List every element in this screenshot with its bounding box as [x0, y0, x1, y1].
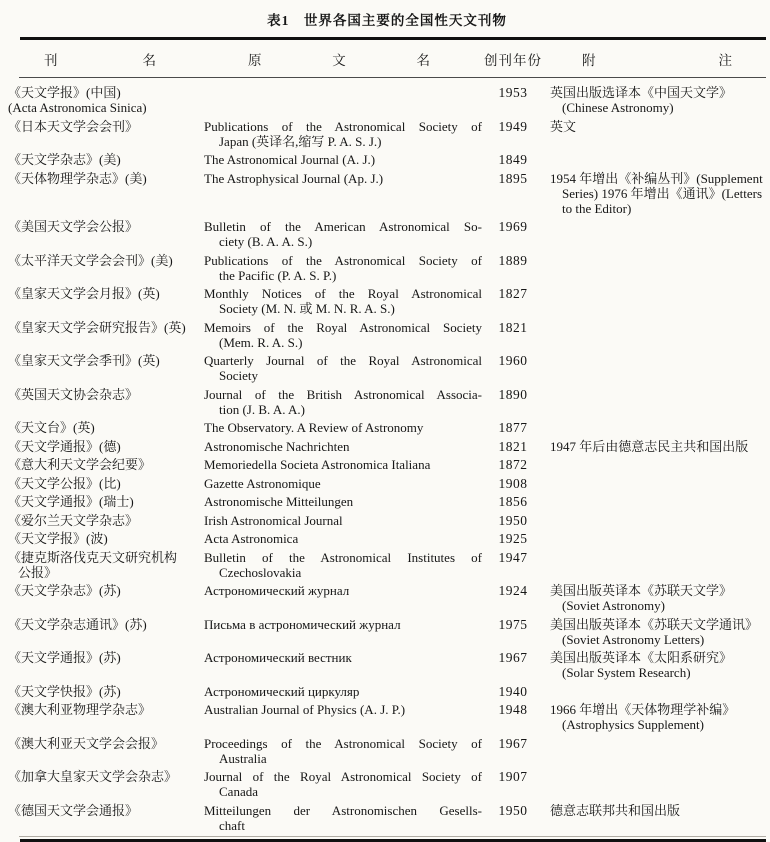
- cell-founding-year: 1890: [498, 386, 528, 402]
- cell-original-name: [204, 494, 484, 509]
- cell-note: [542, 583, 766, 613]
- table-body: [8, 78, 766, 833]
- text-line: 《意大利天文学会纪要》: [8, 457, 152, 472]
- cell-journal-name: [8, 476, 204, 491]
- text-line: Astronomische Nachrichten: [204, 438, 350, 454]
- cell-founding-year: 1967: [498, 735, 528, 751]
- text-line: tion (J. B. A. A.): [219, 401, 305, 417]
- cell-founding-year: 1877: [498, 420, 528, 435]
- text-line: Australian Journal of Physics (A. J. P.): [204, 702, 406, 717]
- cell-original-name: [204, 253, 484, 283]
- table-row: [8, 736, 766, 766]
- header-char: 文: [332, 53, 346, 68]
- cell-journal-name: [8, 457, 204, 472]
- text-line: Society (M. N. 或 M. N. R. A. S.): [219, 301, 395, 316]
- cell-journal-name: [8, 550, 204, 580]
- header-journal-name: [8, 49, 204, 69]
- cell-original-name: [204, 513, 484, 528]
- cell-note: [542, 617, 766, 647]
- table-row: [8, 171, 766, 216]
- text-line: Memoirs of the Royal Astronomical Society: [204, 319, 482, 335]
- table-row: [8, 457, 766, 472]
- table-row: [8, 684, 766, 699]
- text-line: Monthly Notices of the Royal Astronomical: [204, 286, 482, 301]
- cell-original-name: [204, 736, 484, 766]
- text-line: 《天文学通报》(瑞士): [8, 494, 134, 509]
- text-line: 《太平洋天文学会会刊》(美): [8, 252, 173, 268]
- cell-journal-name: [8, 803, 204, 818]
- cell-journal-name: [8, 286, 204, 301]
- text-line: 《天文学快报》(苏): [8, 683, 121, 699]
- text-line: Mitteilungen der Astronomischen Gesells-: [204, 802, 482, 818]
- cell-journal-name: [8, 253, 204, 268]
- text-line: 《美国天文学会公报》: [8, 219, 139, 234]
- table-row: [8, 494, 766, 509]
- text-line: (Soviet Astronomy Letters): [562, 631, 705, 647]
- text-line: Publications of the Astronomical Society of: [204, 118, 482, 134]
- cell-founding-year: 1947: [498, 549, 528, 565]
- cell-journal-name: [8, 420, 204, 435]
- table-row: [8, 513, 766, 528]
- cell-original-name: [204, 531, 484, 546]
- text-line: 《天文学报》(波): [8, 531, 108, 546]
- text-line: 《皇家天文学会季刊》(英): [8, 353, 160, 368]
- table-row: [8, 583, 766, 613]
- text-line: Irish Astronomical Journal: [204, 512, 343, 528]
- text-line: 《皇家天文学会研究报告》(英): [8, 319, 186, 335]
- cell-founding-year: 1948: [498, 702, 528, 717]
- table-row: [8, 531, 766, 546]
- cell-original-name: [204, 119, 484, 149]
- cell-note: [542, 702, 766, 732]
- cell-founding-year: 1907: [498, 769, 528, 784]
- text-line: 德意志联邦共和国出版: [550, 802, 681, 818]
- table-bottom-rule: [8, 836, 766, 842]
- text-line: 《天体物理学杂志》(美): [8, 170, 147, 186]
- cell-founding-year: 1925: [498, 531, 528, 546]
- text-line: Australia: [219, 750, 267, 766]
- text-line: 1947 年后由德意志民主共和国出版: [550, 438, 749, 454]
- text-line: 英国出版选译本《中国天文学》: [550, 85, 733, 100]
- cell-journal-name: [8, 736, 204, 751]
- text-line: Japan (英译名,缩写 P. A. S. J.): [219, 133, 382, 149]
- cell-founding-year: 1949: [498, 118, 528, 134]
- cell-original-name: [204, 286, 484, 316]
- cell-original-name: [204, 457, 484, 472]
- table-row: [8, 769, 766, 799]
- cell-journal-name: [8, 531, 204, 546]
- text-line: 美国出版英译本《苏联天文学》: [550, 583, 733, 598]
- text-line: 美国出版英译本《苏联天文学通讯》: [550, 616, 759, 632]
- cell-founding-year: 1953: [498, 85, 528, 100]
- text-line: 英文: [550, 118, 577, 134]
- cell-original-name: [204, 219, 484, 249]
- text-line: (Chinese Astronomy): [562, 100, 674, 115]
- cell-journal-name: [8, 439, 204, 454]
- table-row: [8, 85, 766, 115]
- text-line: 《爱尔兰天文学杂志》: [8, 512, 139, 528]
- cell-founding-year: 1975: [498, 616, 528, 632]
- cell-original-name: [204, 583, 484, 598]
- cell-original-name: [204, 617, 484, 632]
- table-row: [8, 253, 766, 283]
- cell-journal-name: [8, 219, 204, 234]
- text-line: Астрономический циркуляр: [204, 683, 360, 699]
- table-row: [8, 803, 766, 833]
- text-line: Memoriedella Societa Astronomica Italiana: [204, 457, 431, 472]
- table-row: [8, 286, 766, 316]
- text-line: Астрономический журнал: [204, 583, 350, 598]
- cell-original-name: [204, 420, 484, 435]
- cell-journal-name: [8, 119, 204, 134]
- cell-note: [542, 119, 766, 134]
- text-line: Society: [219, 368, 258, 383]
- table-header-row: [8, 40, 766, 77]
- cell-founding-year: 1889: [498, 252, 528, 268]
- table-row: [8, 702, 766, 732]
- text-line: 《天文台》(英): [8, 420, 95, 435]
- cell-note: [542, 650, 766, 680]
- cell-journal-name: [8, 152, 204, 167]
- cell-original-name: [204, 387, 484, 417]
- header-char: 附: [582, 53, 596, 68]
- text-line: Astronomische Mitteilungen: [204, 494, 354, 509]
- header-char: 名: [416, 53, 430, 68]
- table-row: [8, 650, 766, 680]
- header-char: 原: [248, 53, 262, 68]
- cell-original-name: [204, 439, 484, 454]
- text-line: Journal of the British Astronomical Associa-: [204, 386, 482, 402]
- cell-founding-year: 1960: [498, 353, 528, 368]
- text-line: Czechoslovakia: [219, 564, 302, 580]
- journals-table: [8, 37, 766, 842]
- table-row: [8, 320, 766, 350]
- text-line: (Acta Astronomica Sinica): [8, 100, 147, 115]
- cell-original-name: [204, 684, 484, 699]
- cell-journal-name: [8, 583, 204, 598]
- text-line: Письма в астрономический журнал: [204, 616, 401, 632]
- text-line: (Soviet Astronomy): [562, 598, 665, 613]
- text-line: Bulletin of the Astronomical Institutes of: [204, 549, 482, 565]
- header-char: 名: [142, 53, 156, 68]
- table-row: [8, 617, 766, 647]
- cell-founding-year: 1969: [498, 219, 528, 234]
- cell-journal-name: [8, 513, 204, 528]
- text-line: to the Editor): [562, 200, 632, 216]
- cell-journal-name: [8, 320, 204, 335]
- cell-journal-name: [8, 650, 204, 665]
- cell-journal-name: [8, 684, 204, 699]
- cell-journal-name: [8, 387, 204, 402]
- text-line: (Solar System Research): [562, 665, 691, 680]
- text-line: 《加拿大皇家天文学会杂志》: [8, 769, 178, 784]
- cell-original-name: [204, 476, 484, 491]
- cell-original-name: [204, 152, 484, 167]
- text-line: chaft: [219, 817, 245, 833]
- text-line: ciety (B. A. A. S.): [219, 234, 313, 249]
- text-line: 《皇家天文学会月报》(英): [8, 286, 160, 301]
- text-line: 《英国天文协会杂志》: [8, 386, 139, 402]
- cell-journal-name: [8, 494, 204, 509]
- cell-original-name: [204, 171, 484, 186]
- table-row: [8, 439, 766, 454]
- cell-journal-name: [8, 617, 204, 632]
- text-line: 《天文学公报》(比): [8, 475, 121, 491]
- cell-founding-year: 1924: [498, 583, 528, 598]
- text-line: (Astrophysics Supplement): [562, 717, 704, 732]
- text-line: Quarterly Journal of the Royal Astronomical: [204, 353, 482, 368]
- cell-founding-year: 1967: [498, 650, 528, 665]
- cell-original-name: [204, 550, 484, 580]
- cell-journal-name: [8, 769, 204, 784]
- cell-note: [542, 85, 766, 115]
- cell-note: [542, 439, 766, 454]
- text-line: 1954 年增出《补编丛刊》(Supplement: [550, 170, 763, 186]
- header-original-name: [204, 49, 484, 69]
- cell-note: [542, 171, 766, 216]
- text-line: 《天文学报》(中国): [8, 85, 121, 100]
- text-line: Gazette Astronomique: [204, 475, 321, 491]
- table-row: [8, 353, 766, 383]
- header-founding-year: 创刊年份: [484, 53, 542, 68]
- cell-founding-year: 1940: [498, 683, 528, 699]
- table-row: [8, 219, 766, 249]
- text-line: The Astrophysical Journal (Ap. J.): [204, 170, 384, 186]
- header-char: 刊: [44, 53, 58, 68]
- cell-original-name: [204, 650, 484, 665]
- text-line: 美国出版英译本《太阳系研究》: [550, 650, 733, 665]
- cell-original-name: [204, 320, 484, 350]
- cell-original-name: [204, 702, 484, 717]
- text-line: 《天文学通报》(德): [8, 438, 121, 454]
- text-line: The Astronomical Journal (A. J.): [204, 152, 376, 167]
- text-line: The Observatory. A Review of Astronomy: [204, 420, 424, 435]
- cell-journal-name: [8, 171, 204, 186]
- text-line: Series) 1976 年增出《通讯》(Letters: [562, 185, 763, 201]
- table-row: [8, 420, 766, 435]
- cell-founding-year: 1821: [498, 319, 528, 335]
- text-line: Journal of the Royal Astronomical Society of: [204, 769, 482, 784]
- table-row: [8, 152, 766, 167]
- text-line: 1966 年增出《天体物理学补编》: [550, 702, 736, 717]
- cell-journal-name: [8, 85, 204, 115]
- table-row: [8, 119, 766, 149]
- cell-original-name: [204, 769, 484, 799]
- text-line: Астрономический вестник: [204, 650, 352, 665]
- cell-founding-year: 1849: [498, 152, 528, 167]
- text-line: 《天文学杂志》(苏): [8, 583, 121, 598]
- cell-journal-name: [8, 353, 204, 368]
- text-line: Acta Astronomica: [204, 531, 299, 546]
- header-notes: [542, 49, 766, 69]
- cell-founding-year: 1827: [498, 286, 528, 301]
- text-line: 《捷克斯洛伐克天文研究机构: [8, 549, 178, 565]
- text-line: Canada: [219, 784, 258, 799]
- cell-founding-year: 1950: [498, 512, 528, 528]
- cell-founding-year: 1856: [498, 494, 528, 509]
- text-line: 《天文学杂志通讯》(苏): [8, 616, 147, 632]
- cell-founding-year: 1950: [498, 802, 528, 818]
- text-line: 《澳大利亚物理学杂志》: [8, 702, 152, 717]
- text-line: 《澳大利亚天文学会会报》: [8, 735, 165, 751]
- cell-founding-year: 1895: [498, 170, 528, 186]
- text-line: 公报》: [18, 564, 58, 580]
- cell-note: [542, 803, 766, 818]
- table-row: [8, 387, 766, 417]
- text-line: Proceedings of the Astronomical Society of: [204, 735, 482, 751]
- text-line: 《德国天文学会通报》: [8, 802, 139, 818]
- header-char: 注: [718, 53, 732, 68]
- text-line: 《天文学通报》(苏): [8, 650, 121, 665]
- table-row: [8, 476, 766, 491]
- table-row: [8, 550, 766, 580]
- cell-journal-name: [8, 702, 204, 717]
- cell-original-name: [204, 803, 484, 833]
- text-line: Bulletin of the American Astronomical So-: [204, 219, 482, 234]
- table-title: 表1 世界各国主要的全国性天文刊物: [267, 13, 507, 28]
- text-line: Publications of the Astronomical Society of: [204, 252, 482, 268]
- cell-founding-year: 1821: [498, 438, 528, 454]
- text-line: 《天文学杂志》(美): [8, 152, 121, 167]
- cell-founding-year: 1872: [498, 457, 528, 472]
- cell-original-name: [204, 353, 484, 383]
- text-line: (Mem. R. A. S.): [219, 334, 303, 350]
- text-line: 《日本天文学会会刊》: [8, 118, 139, 134]
- cell-founding-year: 1908: [498, 475, 528, 491]
- text-line: the Pacific (P. A. S. P.): [219, 267, 337, 283]
